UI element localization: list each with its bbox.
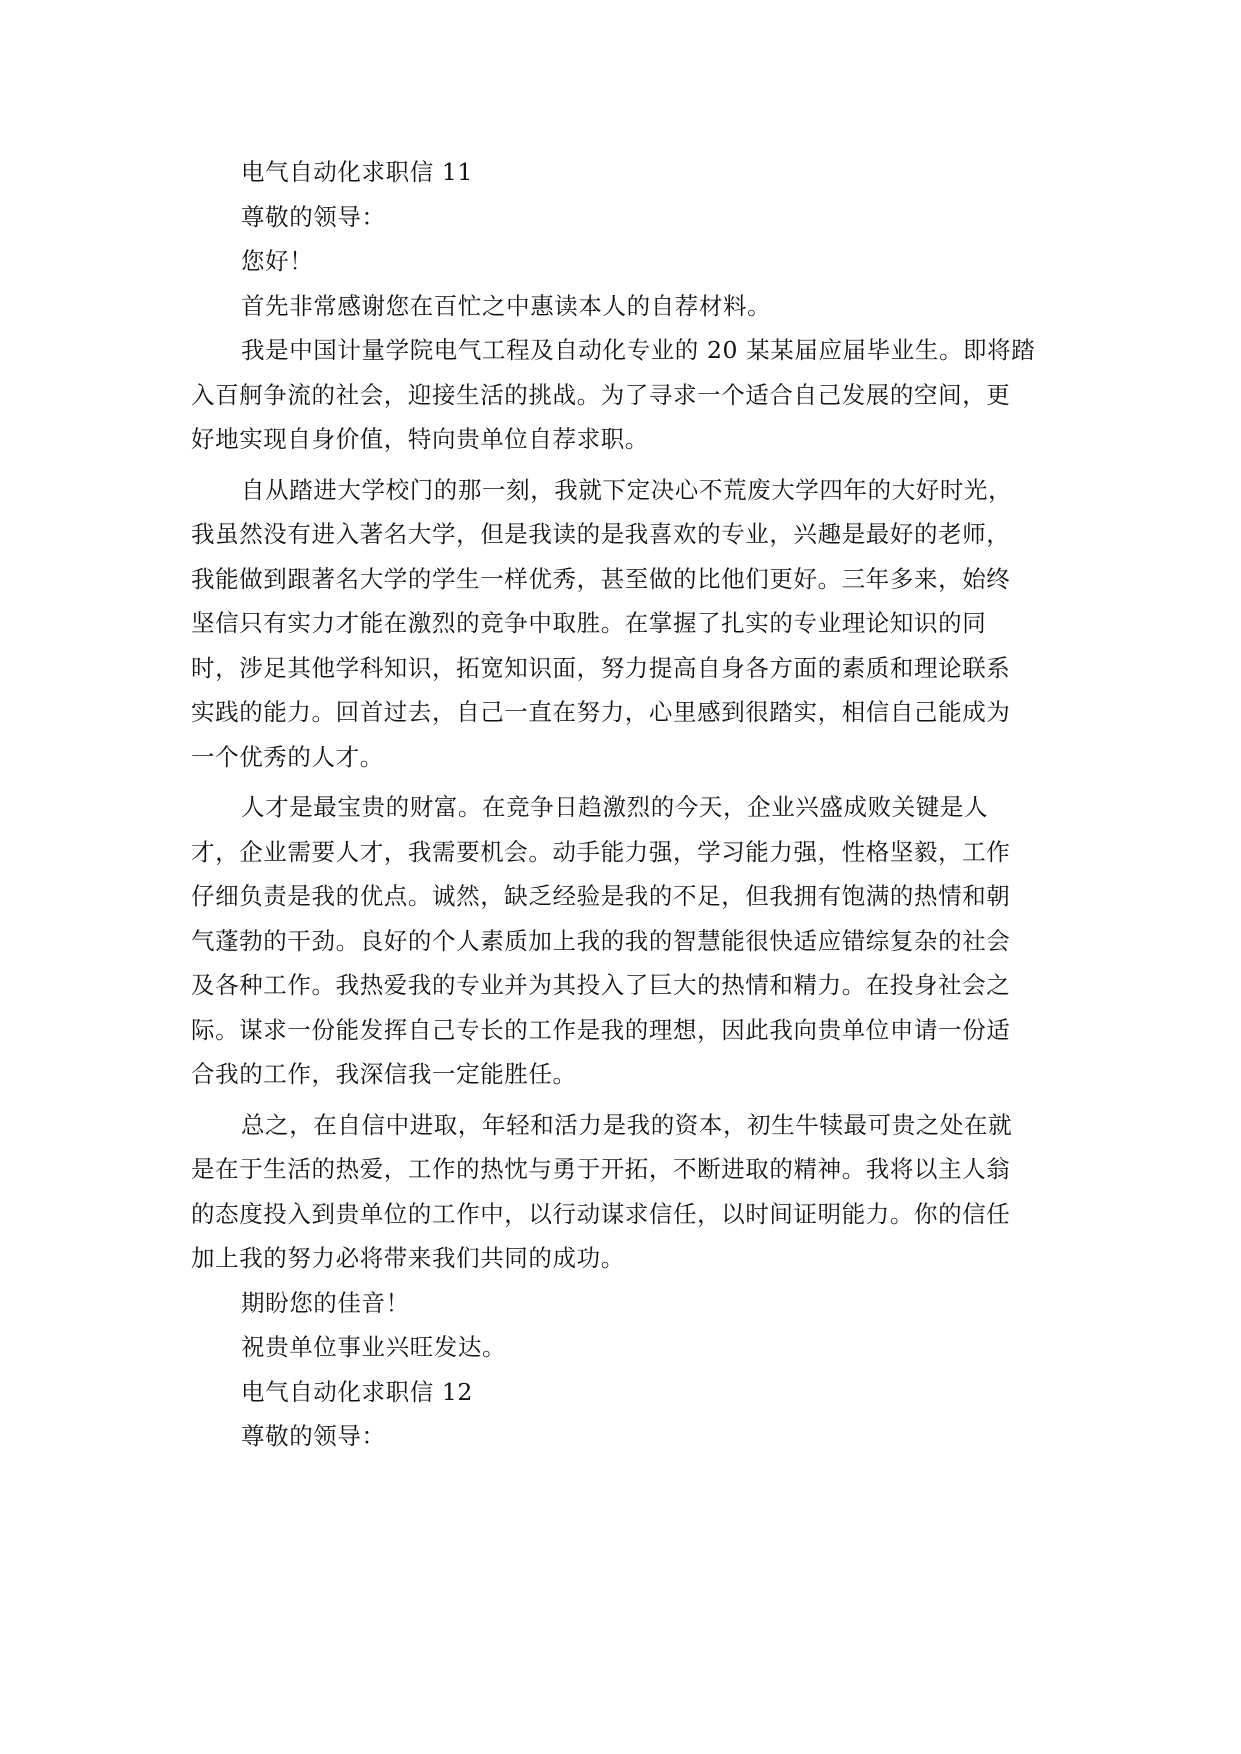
paragraph-line: 实践的能力。回首过去，自己一直在努力，心里感到很踏实，相信自己能成为 [191,698,1011,726]
paragraph-line: 时，涉足其他学科知识，拓宽知识面，努力提高自身各方面的素质和理论联系 [191,653,1011,682]
closing-wish: 期盼您的佳音！ [241,1288,410,1317]
paragraph-conclusion [191,1103,1058,1281]
paragraph-line: 好地实现自身价值，特向贵单位自荐求职。 [191,425,649,453]
paragraph-line: 人才是最宝贵的财富。在竞争日趋激烈的今天，企业兴盛成败关键是人 [241,793,989,821]
greeting: 您好！ [241,247,314,275]
letter-body [191,150,1058,1459]
paragraph-introduction [191,328,1058,462]
paragraph-line: 气蓬勃的干劲。良好的个人素质加上我的我的智慧能很快适应错综复杂的社会 [191,926,1011,955]
paragraph-line: 总之，在自信中进取，年轻和活力是我的资本，初生牛犊最可贵之处在就 [241,1110,1013,1139]
paragraph-line: 我是中国计量学院电气工程及自动化专业的 20 某某届应届毕业生。即将踏 [241,336,1036,364]
paragraph-line: 的态度投入到贵单位的工作中，以行动谋求信任，以时间证明能力。你的信任 [191,1199,1011,1228]
paragraph-line: 加上我的努力必将带来我们共同的成功。 [191,1244,625,1272]
paragraph-line: 我虽然没有进入著名大学，但是我读的是我喜欢的专业，兴趣是最好的老师， [191,520,1011,548]
paragraph-line: 入百舸争流的社会，迎接生活的挑战。为了寻求一个适合自己发展的空间，更 [191,380,1011,409]
letter-11-title: 电气自动化求职信 11 [241,158,473,186]
letter-12-salutation: 尊敬的领导： [241,1422,386,1450]
salutation: 尊敬的领导： [241,202,386,231]
paragraph-line: 是在于生活的热爱，工作的热忱与勇于开拓，不断进取的精神。我将以主人翁 [191,1155,1011,1183]
paragraph-line: 自从踏进大学校门的那一刻，我就下定决心不荒废大学四年的大好时光， [241,475,1013,504]
paragraph-line: 我能做到跟著名大学的学生一样优秀，甚至做的比他们更好。三年多来，始终 [191,564,1011,593]
paragraph-line: 及各种工作。我热爱我的专业并为其投入了巨大的热情和精力。在投身社会之 [191,971,1011,999]
paragraph-line: 才，企业需要人才，我需要机会。动手能力强，学习能力强，性格坚毅，工作 [191,837,1011,866]
paragraph-university [191,468,1058,780]
letter-12-title: 电气自动化求职信 12 [241,1377,473,1406]
paragraph-line: 合我的工作，我深信我一定能胜任。 [191,1060,577,1088]
paragraph-line: 一个优秀的人才。 [191,742,384,771]
thanks-line: 首先非常感谢您在百忙之中惠读本人的自荐材料。 [241,291,772,320]
paragraph-talent [191,785,1058,1097]
paragraph-line: 仔细负责是我的优点。诚然，缺乏经验是我的不足，但我拥有饱满的热情和朝 [191,882,1011,910]
closing-blessing: 祝贵单位事业兴旺发达。 [241,1333,507,1361]
paragraph-line: 际。谋求一份能发挥自己专长的工作是我的理想，因此我向贵单位申请一份适 [191,1015,1011,1044]
paragraph-line: 坚信只有实力才能在激烈的竞争中取胜。在掌握了扎实的专业理论知识的同 [191,609,987,637]
